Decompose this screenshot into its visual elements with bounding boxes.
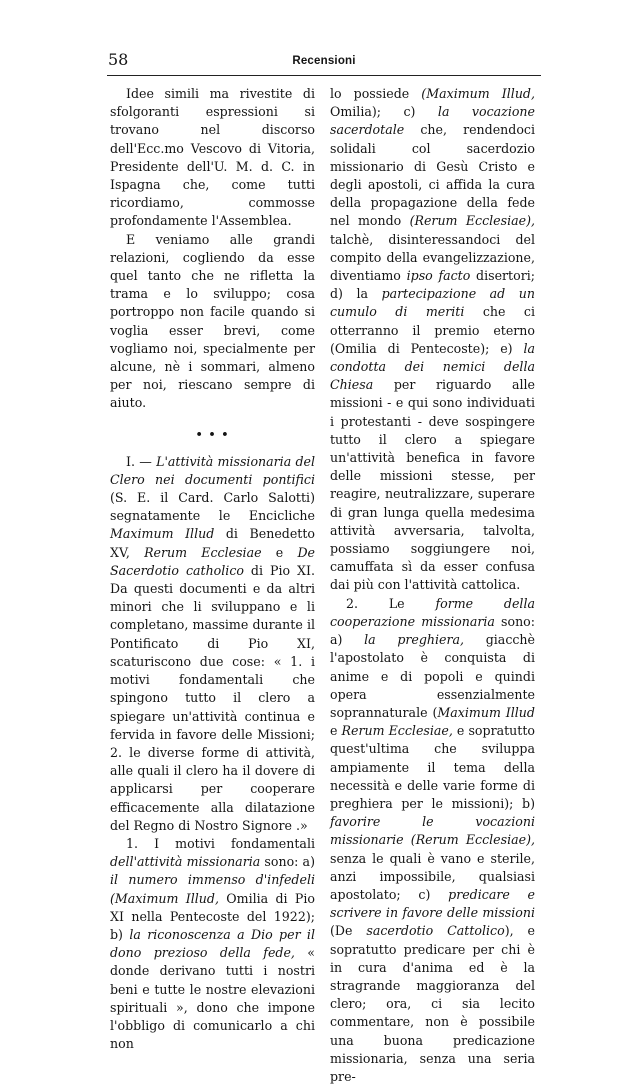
page-header — [108, 50, 540, 72]
paragraph-section-one: I. — L'attività missionaria del Clero nei documenti pontifici (S. E. il Card. Carlo Salotti) segnatamente le Encicliche Maximum Illud di Benedetto XV, Rerum Ecclesiae e De Sacerdotio catholico di Pio XI. Da questi documenti e da altri minori che li sviluppano e li completano, massime durante il Pontificato di Pio XI, scaturiscono due cose: « 1. i motivi fondamentali che spingono tutto il clero a spiegare un'attività continua e fervida in favore delle Missioni; 2. le diverse forme di attività, alle quali il clero ha il dovere di applicarsi per cooperare efficacemente alla dilatazione del Regno di Nostro Signore .» — [110, 453, 315, 833]
paragraph-relazioni: E veniamo alle grandi relazioni, cogliendo da esse quel tanto che ne rifletta la trama e lo sviluppo; cosa portroppo non facile quando si voglia esser brevi, come vogliamo noi, specialmente per alcune, nè i sommari, almeno per noi, riescano sempre di aiuto. — [110, 231, 315, 411]
page-number: 58 — [108, 50, 129, 69]
right-column — [330, 85, 535, 1086]
paragraph-forme: 2. Le forme della cooperazione missionaria sono: a) la preghiera, giacchè l'apostolato è conquista di anime e di popoli e quindi opera essenzialmente soprannaturale (Maximum Illud e Rerum Ecclesiae, e sopratutto quest'ultima che sviluppa ampiamente il tema della necessità e delle varie forme di preghiera per le missioni); b) favorire le vocazioni missionarie (Rerum Ecclesiae), senza le quali è vano e sterile, anzi impossibile, qualsiasi apostolato; c) predicare e scrivere in favore delle missioni (De sacerdotio Cattolico), e sopratutto predicare per chi è in cura d'anima ed è la stragrande maggioranza del clero; ora, ci sia lecito commentare, non è possibile una buona predicazione missionaria, senza una seria pre- — [330, 595, 536, 1084]
header-rule — [107, 75, 541, 76]
running-title: Recensioni — [292, 55, 356, 67]
section-separator: • • • — [195, 427, 230, 441]
left-column — [110, 85, 315, 1053]
paragraph-motivi: 1. I motivi fondamentali dell'attività missionaria sono: a) il numero immenso d'infedeli (Maximum Illud, Omilia di Pio XI nella Pentecoste del 1922); b) la riconoscenza a Dio per il dono prezioso della fede, « donde derivano tutti i nostri beni e tutte le nostre elevazioni spirituali », dono che impone l'obbligo di comunicarlo a chi non — [110, 835, 315, 1052]
paragraph-motivi-continued: lo possiede (Maximum Illud, Omilia); c) la vocazione sacerdotale che, rendendoci solidali col sacerdozio missionario di Gesù Cristo e degli apostoli, ci affida la cura della propagazione della fede nel mondo (Rerum Ecclesiae), talchè, disinteressandoci del compito della evangelizzazione, diventiamo ipso facto disertori; d) la partecipazione ad un cumulo di meriti che ci otterranno il premio eterno (Omilia di Pentecoste); e) la condotta dei nemici della Chiesa per riguardo alle missioni - e qui sono individuati i protestanti - deve sospingere tutto il clero a spiegare un'attività benefica in favore delle missioni stesse, per reagire, neutralizzare, superare di gran lunga quella medesima attività avversaria, talvolta, possiamo soggiungere noi, camuffata sì da esser confusa dai più con l'attività cattolica. — [330, 86, 535, 593]
paragraph-ideas: Idee simili ma rivestite di sfolgoranti espressioni si trovano nel discorso dell'Ecc.mo Vescovo di Vitoria, Presidente dell'U. M. d. C. in Ispagna che, come tutti ricordiamo, commosse profondamente l'Assemblea. — [110, 86, 315, 229]
